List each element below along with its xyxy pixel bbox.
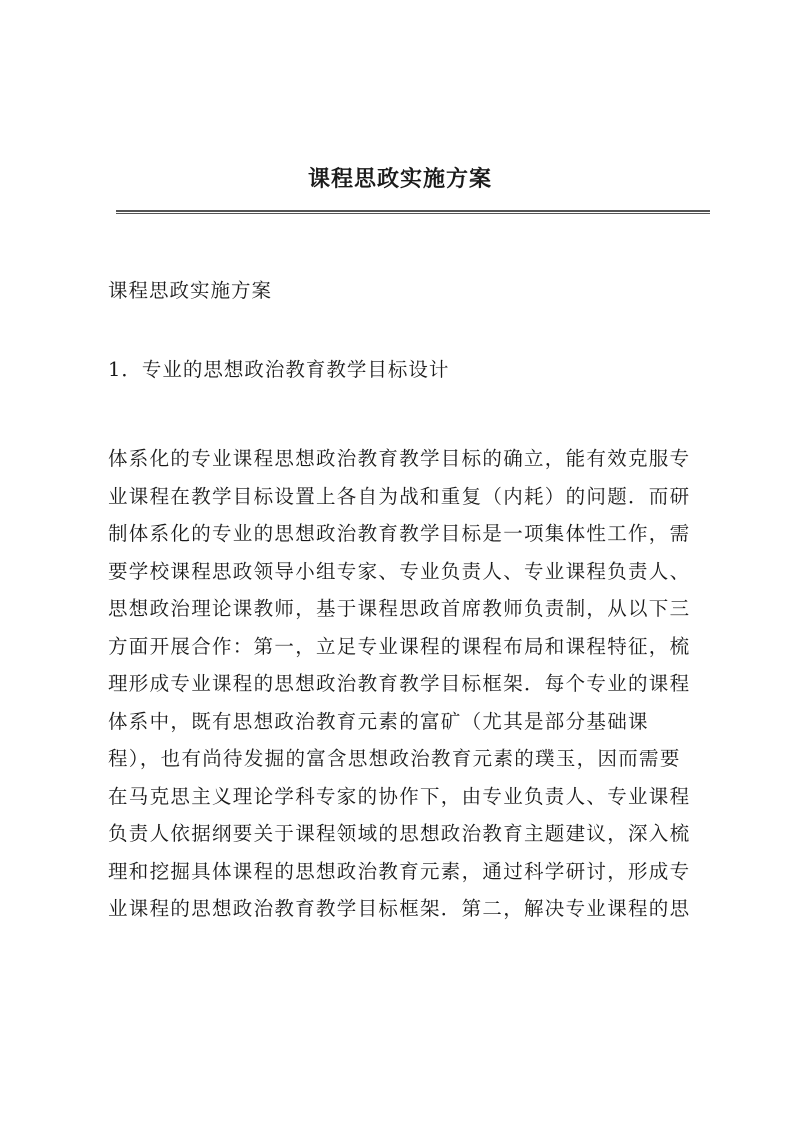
- page-title: 课程思政实施方案: [307, 166, 492, 192]
- body-line: 体系中，既有思想政治教育元素的富矿（尤其是部分基础课: [108, 709, 649, 733]
- section-heading: 1．专业的思想政治教育教学目标设计: [108, 358, 450, 381]
- body-line: 负责人依据纲要关于课程领域的思想政治教育主题建议，深入梳: [108, 822, 691, 845]
- body-line: 体系化的专业课程思想政治教育教学目标的确立，能有效克服专: [108, 447, 691, 470]
- body-line: 要学校课程思政领导小组专家、专业负责人、专业课程负责人、: [108, 559, 691, 583]
- body-line: 在马克思主义理论学科专家的协作下，由专业负责人、专业课程: [108, 784, 691, 808]
- body-line: 业课程的思想政治教育教学目标框架．第二，解决专业课程的思: [108, 897, 691, 920]
- body-line: 理和挖掘具体课程的思想政治教育元素，通过科学研讨，形成专: [108, 859, 691, 883]
- body-line: 程），也有尚待发掘的富含思想政治教育元素的璞玉，因而需要: [108, 747, 681, 770]
- body-line: 业课程在教学目标设置上各自为战和重复（内耗）的问题．而研: [108, 484, 691, 508]
- body-text: [108, 440, 718, 928]
- body-line: 制体系化的专业的思想政治教育教学目标是一项集体性工作，需: [108, 522, 691, 545]
- body-line: 方面开展合作：第一，立足专业课程的课程布局和课程特征，梳: [108, 634, 691, 658]
- document-subtitle: 课程思政实施方案: [108, 279, 273, 302]
- body-line: 理形成专业课程的思想政治教育教学目标框架．每个专业的课程: [108, 672, 691, 695]
- title-divider: [116, 210, 710, 214]
- body-line: 思想政治理论课教师，基于课程思政首席教师负责制，从以下三: [108, 597, 691, 620]
